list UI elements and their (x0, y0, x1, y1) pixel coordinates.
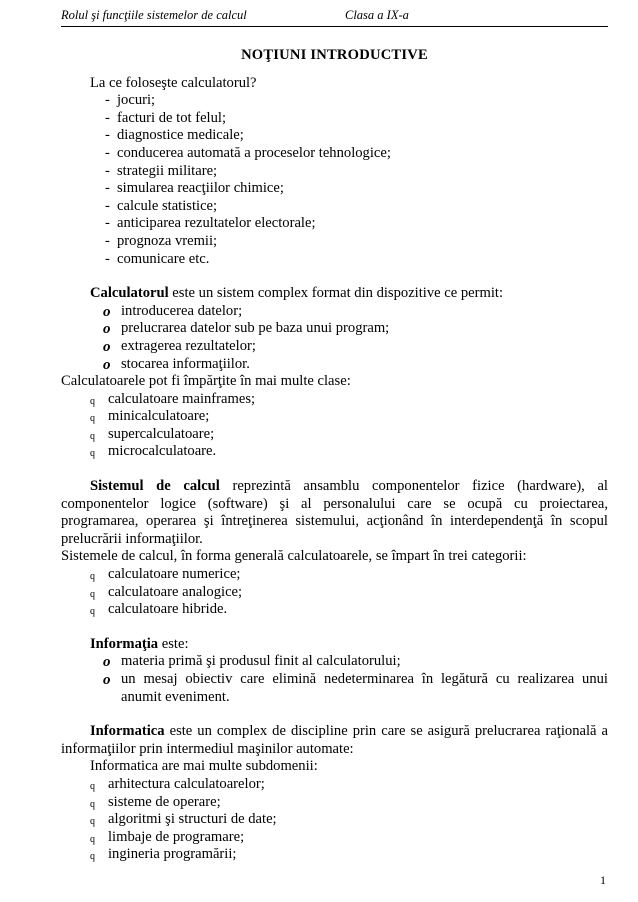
document-title: NOŢIUNI INTRODUCTIVE (241, 47, 428, 63)
list-item: o un mesaj obiectiv care elimină nedeterminarea în legătură cu realizarea unui anumit eveniment. (103, 671, 608, 705)
list-item: q calculatoare analogice; (61, 584, 608, 602)
list-item: o stocarea informaţiilor. (103, 355, 250, 373)
information-list (61, 653, 608, 706)
term-informatica: Informatica (90, 723, 165, 740)
computer-classes-intro: Calculatoarele pot fi împărţite în mai multe clase: (61, 373, 351, 390)
dash-marker: - (105, 250, 110, 267)
circle-bullet-icon: o (103, 338, 111, 355)
circle-bullet-icon: o (103, 303, 111, 320)
list-item: o prelucrarea datelor sub pe baza unui program; (103, 320, 390, 338)
list-item: o introducerea datelor; (103, 302, 243, 320)
list-item: q calculatoare numerice; (61, 566, 608, 584)
header-class-label: Clasa a IX-a (345, 8, 409, 22)
term-sistemul-de-calcul: Sistemul de calcul (90, 478, 220, 495)
circle-bullet-icon: o (103, 654, 111, 671)
page-number: 1 (600, 873, 606, 887)
square-bullet-icon: q (90, 606, 95, 618)
dash-marker: - (105, 162, 110, 179)
informatics-subdomains-list (61, 776, 608, 864)
square-bullet-icon: q (90, 571, 95, 583)
circle-bullet-icon: o (103, 672, 111, 688)
uses-list (61, 92, 608, 268)
dash-marker: - (105, 232, 110, 249)
dash-marker: - (105, 109, 110, 126)
computer-classes-list (61, 391, 608, 461)
dash-marker: - (105, 180, 110, 197)
square-bullet-icon: q (90, 833, 95, 845)
computing-system-definition: Sistemul de calcul reprezintă ansamblu componentelor fizice (hardware), al componentelor logice (software) şi al personalului care se ocupă cu proiectarea, programarea, operarea şi întreţinerea sistemului, acţionând în interdependenţă în scopul prelucrării informaţiilor. (61, 478, 608, 547)
term-informatia: Informaţia (90, 635, 159, 652)
list-item: - calcule statistice; (105, 197, 218, 214)
list-item: - simularea reacţiilor chimice; (105, 180, 284, 197)
list-item: - conducerea automată a proceselor tehnologice; (105, 144, 391, 161)
list-item: - prognoza vremii; (105, 232, 218, 249)
dash-marker: - (105, 144, 110, 161)
uses-question: La ce foloseşte calculatorul? (90, 74, 257, 91)
list-item: q calculatoare mainframes; (61, 391, 608, 409)
list-item: - facturi de tot felul; (105, 109, 227, 126)
list-item: - strategii militare; (105, 162, 218, 179)
computing-categories-list (61, 566, 608, 619)
list-item: q limbaje de programare; (61, 829, 608, 847)
term-calculatorul: Calculatorul (90, 285, 169, 302)
list-item: q algoritmi şi structuri de date; (61, 811, 608, 829)
square-bullet-icon: q (90, 430, 95, 442)
dash-marker: - (105, 92, 110, 109)
list-item: o extragerea rezultatelor; (103, 337, 256, 355)
list-item: q sisteme de operare; (61, 794, 608, 812)
square-bullet-icon: q (90, 851, 95, 863)
dash-marker: - (105, 215, 110, 232)
list-item: - comunicare etc. (105, 250, 210, 267)
circle-bullet-icon: o (103, 321, 111, 338)
square-bullet-icon: q (90, 448, 95, 460)
page-header (61, 6, 608, 27)
square-bullet-icon: q (90, 588, 95, 600)
informatics-definition: Informatica este un complex de discipline prin care se asigură prelucrarea raţională a informaţiilor prin intermediul maşinilor automate: (61, 723, 608, 757)
list-item: q arhitectura calculatoarelor; (61, 776, 608, 794)
list-item: - diagnostice medicale; (105, 127, 244, 144)
list-item: q calculatoare hibride. (61, 601, 608, 619)
list-item: o materia primă şi produsul finit al calculatorului; (103, 653, 401, 671)
square-bullet-icon: q (90, 816, 95, 828)
square-bullet-icon: q (90, 395, 95, 407)
list-item: q minicalculatoare; (61, 408, 608, 426)
list-item: - anticiparea rezultatelor electorale; (105, 215, 316, 232)
square-bullet-icon: q (90, 413, 95, 425)
computer-functions-list (61, 303, 608, 373)
computing-categories-intro: Sistemele de calcul, în forma generală calculatoarele, se împart în trei categorii: (61, 548, 527, 565)
list-item: q microcalculatoare. (61, 443, 608, 461)
computer-definition: Calculatorul este un sistem complex format din dispozitive ce permit: (90, 285, 504, 302)
circle-bullet-icon: o (103, 356, 111, 373)
information-definition: Informaţia este: (90, 635, 189, 652)
header-course-title: Rolul şi funcţiile sistemelor de calcul (61, 8, 247, 22)
dash-marker: - (105, 127, 110, 144)
list-item: - jocuri; (105, 92, 156, 109)
informatics-subdomains-intro: Informatica are mai multe subdomenii: (90, 758, 318, 775)
list-item: q supercalculatoare; (61, 426, 608, 444)
square-bullet-icon: q (90, 780, 95, 792)
list-item: q ingineria programării; (61, 846, 608, 864)
dash-marker: - (105, 197, 110, 214)
square-bullet-icon: q (90, 798, 95, 810)
document-page (61, 6, 608, 864)
